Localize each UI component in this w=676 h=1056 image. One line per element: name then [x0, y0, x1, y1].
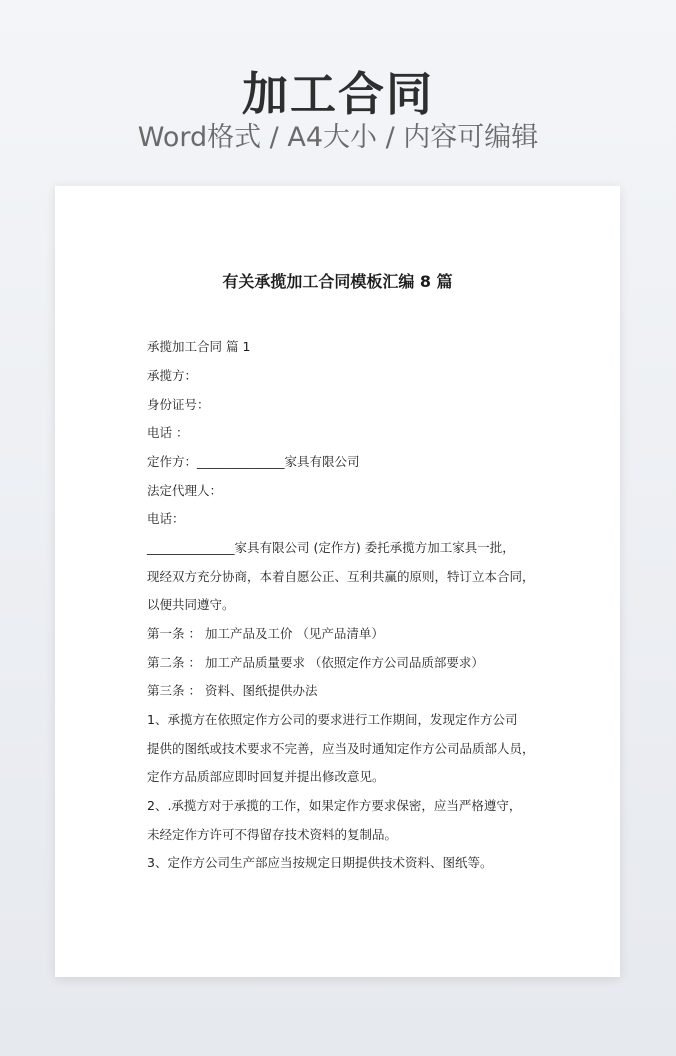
doc-line-id-number: 身份证号： [147, 397, 210, 412]
document-page [55, 186, 620, 977]
doc-line-article-3: 第三条 ： 资料、图纸提供办法 [147, 683, 318, 698]
doc-line-contractor: 承揽方： [147, 368, 198, 383]
document-title: 有关承揽加工合同模板汇编 8 篇 [222, 272, 453, 291]
doc-line-contract-heading: 承揽加工合同 篇 1 [147, 339, 251, 354]
doc-line-clause-2b: 未经定作方许可不得留存技术资料的复制品。 [147, 827, 398, 842]
doc-line-orderer: 定作方：______________家具有限公司 [147, 454, 360, 469]
doc-line-body-2: 现经双方充分协商，本着自愿公正、互利共赢的原则，特订立本合同， [147, 569, 535, 584]
doc-line-phone-2: 电话： [147, 511, 185, 526]
doc-line-body-3: 以便共同遵守。 [147, 597, 235, 612]
doc-line-clause-1a: 1、承揽方在依照定作方公司的要求进行工作期间，发现定作方公司 [147, 712, 518, 727]
doc-line-clause-1c: 定作方品质部应即时回复并提出修改意见。 [147, 769, 385, 784]
doc-line-body-1: ______________家具有限公司 (定作方) 委托承揽方加工家具一批， [147, 540, 515, 555]
doc-line-article-2: 第二条 ： 加工产品质量要求 （依照定作方公司品质部要求） [147, 655, 484, 670]
page-title: 加工合同 [242, 67, 434, 121]
doc-line-phone: 电话 ： [147, 425, 189, 440]
doc-line-clause-2a: 2、.承揽方对于承揽的工作，如果定作方要求保密，应当严格遵守， [147, 798, 522, 813]
doc-line-article-1: 第一条 ： 加工产品及工价 （见产品清单） [147, 626, 384, 641]
doc-line-clause-1b: 提供的图纸或技术要求不完善，应当及时通知定作方公司品质部人员， [147, 741, 535, 756]
page-subtitle: Word格式 / A4大小 / 内容可编辑 [137, 122, 539, 153]
doc-line-legal-rep: 法定代理人： [147, 483, 223, 498]
doc-line-clause-3: 3、定作方公司生产部应当按规定日期提供技术资料、图纸等。 [147, 855, 493, 870]
